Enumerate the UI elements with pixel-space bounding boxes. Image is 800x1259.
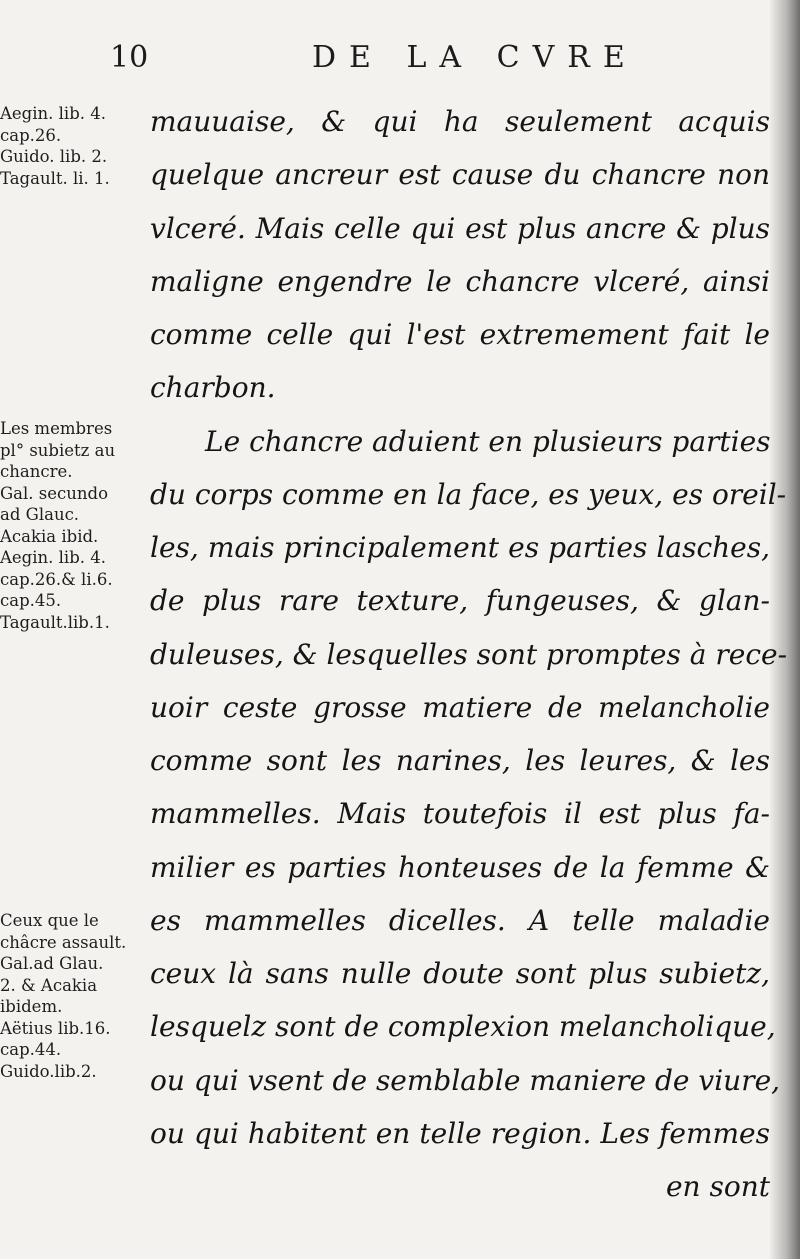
text-line: es mammelles dicelles. A telle maladie [150, 904, 770, 937]
text-line: de plus rare texture, fungeuses, & glan- [150, 584, 770, 617]
text-line: ou qui vsent de semblable maniere de viure, [150, 1064, 781, 1097]
text-line: Le chancre aduient en plusieurs parties [205, 425, 771, 458]
text-line: uoir ceste grosse matiere de melancholie [150, 691, 770, 724]
text-line: vlceré. Mais celle qui est plus ancre & plus [150, 212, 770, 245]
margin-note-members: Les membres pl° subietz au chancre. Gal. secundo ad Glauc. Acakia ibid. Aegin. lib. 4. cap.26.& li.6. cap.45. Tagault.lib.1. [0, 419, 116, 632]
text-line: maligne engendre le chancre vlceré, ainsi [150, 265, 770, 298]
margin-note-persons: Ceux que le châcre assault. Gal.ad Glau. 2. & Acakia ibidem. Aëtius lib.16. cap.44. Guido.lib.2. [0, 911, 127, 1081]
text-line: duleuses, & lesquelles sont promptes à rece- [150, 638, 788, 671]
text-line: mauuaise, & qui ha seulement acquis [150, 105, 770, 138]
text-line: du corps comme en la face, es yeux, es oreil- [150, 478, 787, 511]
text-line: ceux là sans nulle doute sont plus subietz, [150, 957, 770, 990]
text-line: comme sont les narines, les leures, & les [150, 744, 770, 777]
margin-note-references: Aegin. lib. 4. cap.26. Guido. lib. 2. Tagault. li. 1. [0, 104, 110, 188]
text-line: lesquelz sont de complexion melancholique, [150, 1010, 776, 1043]
text-line: charbon. [150, 371, 276, 404]
text-line: comme celle qui l'est extremement fait le [150, 318, 770, 351]
running-title: DE LA CVRE [312, 40, 638, 75]
text-line: quelque ancreur est cause du chancre non [150, 158, 770, 191]
catchword: en sont [665, 1170, 770, 1203]
text-line: ou qui habitent en telle region. Les femmes [150, 1117, 770, 1150]
page-number: 10 [110, 40, 149, 75]
text-line: milier es parties honteuses de la femme & [150, 851, 770, 884]
text-line: mammelles. Mais toutefois il est plus fa- [150, 797, 770, 830]
text-line: les, mais principalement es parties lasches, [150, 531, 770, 564]
